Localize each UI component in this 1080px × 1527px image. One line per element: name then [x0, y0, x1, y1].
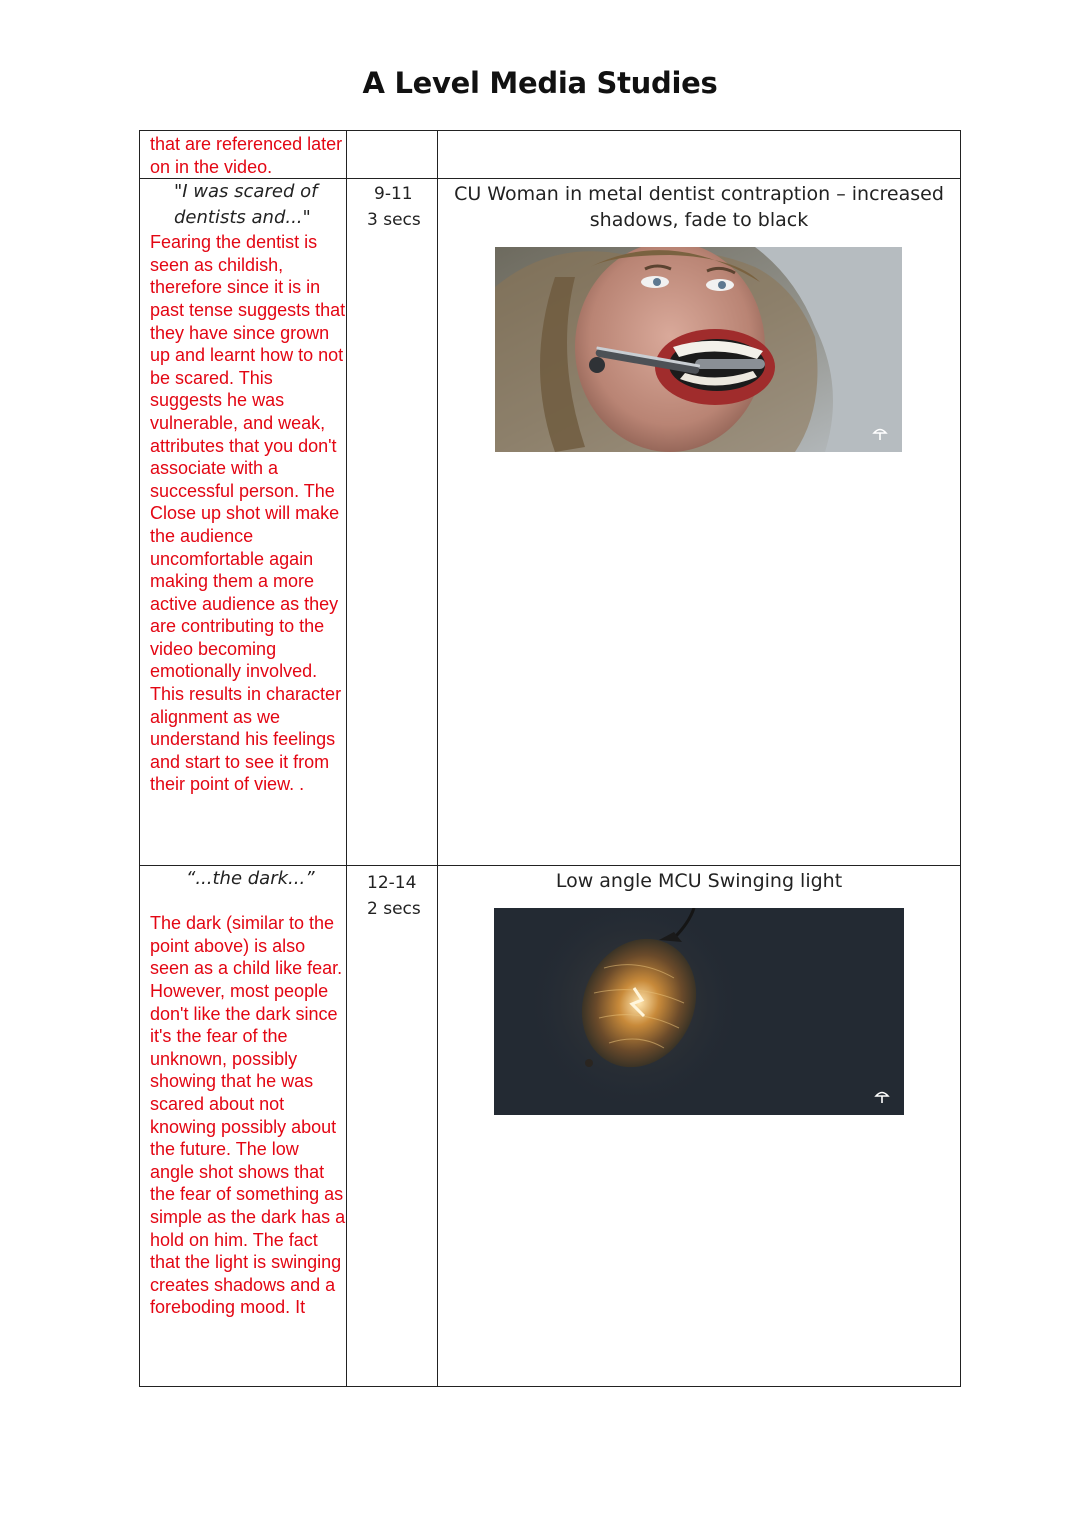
lyric-quote: “...the dark...” [186, 868, 315, 890]
table-row [140, 131, 961, 179]
shot-cell [438, 131, 961, 179]
shot-description: CU Woman in metal dentist contraption – increased shadows, fade to black [454, 183, 944, 232]
timing-cell [347, 131, 438, 179]
video-player-logo-icon [872, 426, 888, 442]
shot-analysis-table [139, 130, 961, 1387]
video-player-logo-icon [874, 1089, 890, 1105]
analysis-cell [140, 131, 347, 179]
shot-cell [438, 866, 961, 1387]
analysis-cell [140, 866, 347, 1387]
analysis-text: that are referenced later on in the video. [150, 134, 343, 177]
table-row [140, 866, 961, 1387]
shot-cell [438, 179, 961, 866]
timing-cell [347, 179, 438, 866]
duration: 3 secs [367, 210, 421, 231]
timestamp: 12-14 [367, 873, 417, 894]
analysis-text: Fearing the dentist is seen as childish, therefore since it is in past tense suggests that they have since grown up and learnt how to not be scared. This suggests he was vulnerable, and weak, attributes that you don't associate with a successful person. The Close up shot will make the audience uncomfortable again making them a more active audience as they are contributing to the video becoming emotionally involved. This results in character alignment as we understand his feelings and start to see it from their point of view. . [150, 232, 346, 795]
analysis-text: The dark (similar to the point above) is also seen as a child like fear. However, most people don't like the dark since it's the fear of the unknown, possibly showing that he was scared about not knowing possibly about the future. The low angle shot shows that the fear of something as simple as the dark has a hold on him. The fact that the light is swinging creates shadows and a foreboding mood. It [150, 913, 346, 1318]
shot-description: Low angle MCU Swinging light [555, 870, 843, 893]
timestamp: 9-11 [374, 184, 413, 205]
timing-cell [347, 866, 438, 1387]
analysis-cell [140, 179, 347, 866]
lyric-quote: "I was scared of dentists and..." [174, 181, 318, 229]
dentist-scene-illustration [495, 247, 902, 452]
duration: 2 secs [367, 899, 421, 920]
swinging-light-illustration [494, 908, 904, 1115]
video-still-dentist [495, 247, 902, 452]
video-still-light [494, 908, 904, 1115]
page-title: A Level Media Studies [362, 66, 718, 100]
table-row [140, 179, 961, 866]
